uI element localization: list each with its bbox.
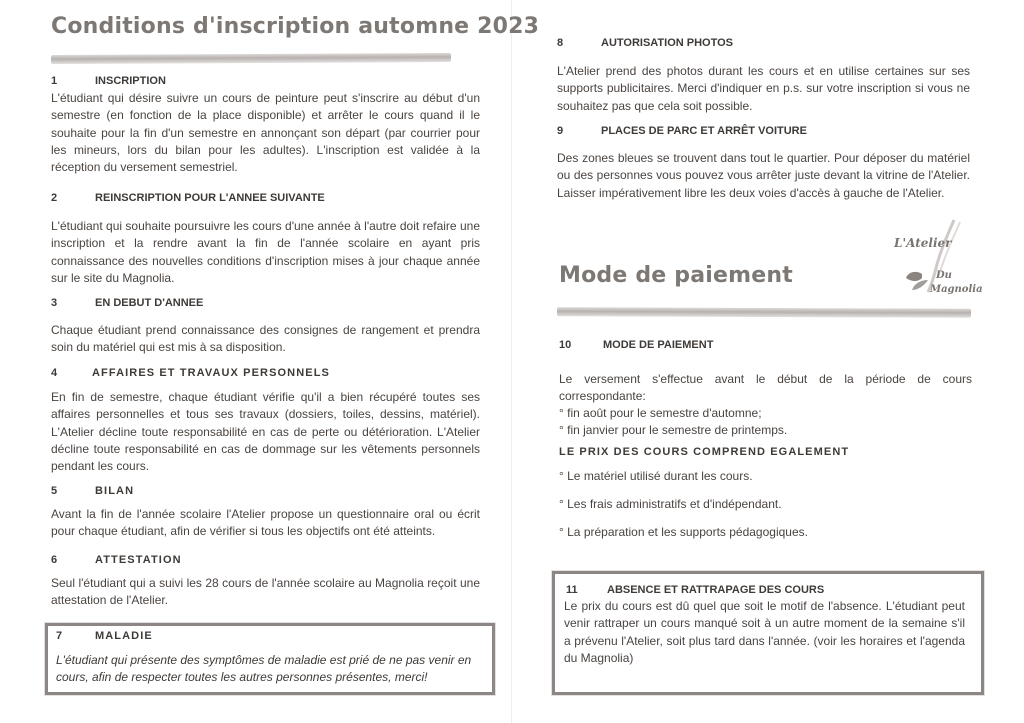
section-text: Des zones bleues se trouvent dans tout le quartier. Pour déposer du matériel ou des personnes vous pouvez vous arrêter juste devant la vitrine de l'Atelier. Laisser impérativement libre les deux voies d'accès à gauche de l'Atelier. [557,151,970,200]
section-text: L'étudiant qui souhaite poursuivre les cours d'une année à l'autre doit refaire une inscription et la rendre avant la fin de l'année scolaire en ayant pris connaissance des nouvelles conditions d'inscription mises à jour chaque année sur le site du Magnolia. [51,219,480,285]
section-heading: AUTORISATION PHOTOS [601,37,734,49]
section-heading: EN DEBUT D'ANNEE [95,297,204,309]
section-number: 3 [51,297,58,309]
section-number: 10 [559,339,572,351]
section-text: En fin de semestre, chaque étudiant vérifie qu'il a bien récupéré toutes ses affaires personnelles et tous ses travaux (dossiers, toiles, dessins, matériel). L'Atelier décline toute responsabilité en cas de perte ou détérioration. L'Atelier décline toute responsabilité en cas de dommage sur les vêtements personnels pendant les cours. [51,390,480,474]
prix-item: ° La préparation et les supports pédagogiques. [559,525,808,539]
section-number: 11 [566,584,578,596]
section-number: 8 [557,37,564,49]
section-number: 6 [51,554,58,566]
payment-title: Mode de paiement [559,263,793,288]
section-number: 4 [51,367,58,379]
section-heading: MALADIE [95,630,153,642]
section-heading: AFFAIRES ET TRAVAUX PERSONNELS [92,367,330,379]
page-divider [511,0,512,723]
section-number: 9 [557,125,564,137]
payment-bullet: ° fin janvier pour le semestre de printemps. [559,423,788,437]
section-number: 2 [51,192,58,204]
section-heading: MODE DE PAIEMENT [603,339,714,351]
section-heading: BILAN [95,485,135,497]
section-text: Le prix du cours est dû quel que soit le motif de l'absence. L'étudiant peut venir rattraper un cours manqué soit à un autre moment de la semaine s'il a prévenu l'Atelier, soit plus tard dans l'année. (voir les horaires et l'agenda du Magnolia) [564,599,965,665]
title-underline [51,53,451,64]
section-text: L'étudiant qui présente des symptômes de maladie est prié de ne pas venir en cours, afin de respecter toutes les autres personnes présentes, merci! [56,653,472,685]
prix-item: ° Le matériel utilisé durant les cours. [559,469,753,483]
section-heading: PLACES DE PARC ET ARRÊT VOITURE [601,125,807,137]
page-title: Conditions d'inscription automne 2023 [51,14,540,39]
section-number: 5 [51,485,58,497]
section-text: Chaque étudiant prend connaissance des consignes de rangement et prendra soin du matériel qui est mis à sa disposition. [51,323,480,355]
prix-item: ° Les frais administratifs et d'indépendant. [559,497,782,511]
atelier-logo [892,216,983,304]
section-heading: INSCRIPTION [95,75,166,87]
section-text: Avant la fin de l'année scolaire l'Atelier propose un questionnaire oral ou écrit pour chaque étudiant, afin de vérifier si tous les objectifs ont été atteints. [51,507,480,539]
title-underline [557,307,971,317]
section-heading: REINSCRIPTION POUR L'ANNEE SUIVANTE [95,192,325,204]
section-text: L'étudiant qui désire suivre un cours de peinture peut s'inscrire au début d'un semestre (en fonction de la place disponible) et arrêter le cours quand il le souhaite pour la fin d'un semestre en annonçant son départ (par courrier pour les mineurs, lors du bilan pour les adultes). L'inscription est validée à la réception du versement semestriel. [51,91,480,175]
section-number: 1 [51,75,58,87]
section-text: Le versement s'effectue avant le début de la période de cours correspondante: [559,372,972,404]
logo-line3: Magnolia [930,284,983,295]
section-text: L'Atelier prend des photos durant les cours et en utilise certaines sur ses supports publicitaires. Merci d'indiquer en p.s. sur votre inscription si vous ne souhaitez pas que cela soit possible. [557,64,970,113]
section-text: Seul l'étudiant qui a suivi les 28 cours de l'année scolaire au Magnolia reçoit une attestation de l'Atelier. [51,576,480,608]
prix-heading: LE PRIX DES COURS COMPREND EGALEMENT [559,446,850,458]
section-number: 7 [56,630,63,642]
section-heading: ATTESTATION [95,554,182,566]
logo-line1: L'Atelier [894,236,952,250]
section-heading: ABSENCE ET RATTRAPAGE DES COURS [607,584,825,596]
logo-line2: Du [936,270,952,281]
payment-bullet: ° fin août pour le semestre d'automne; [559,406,762,420]
